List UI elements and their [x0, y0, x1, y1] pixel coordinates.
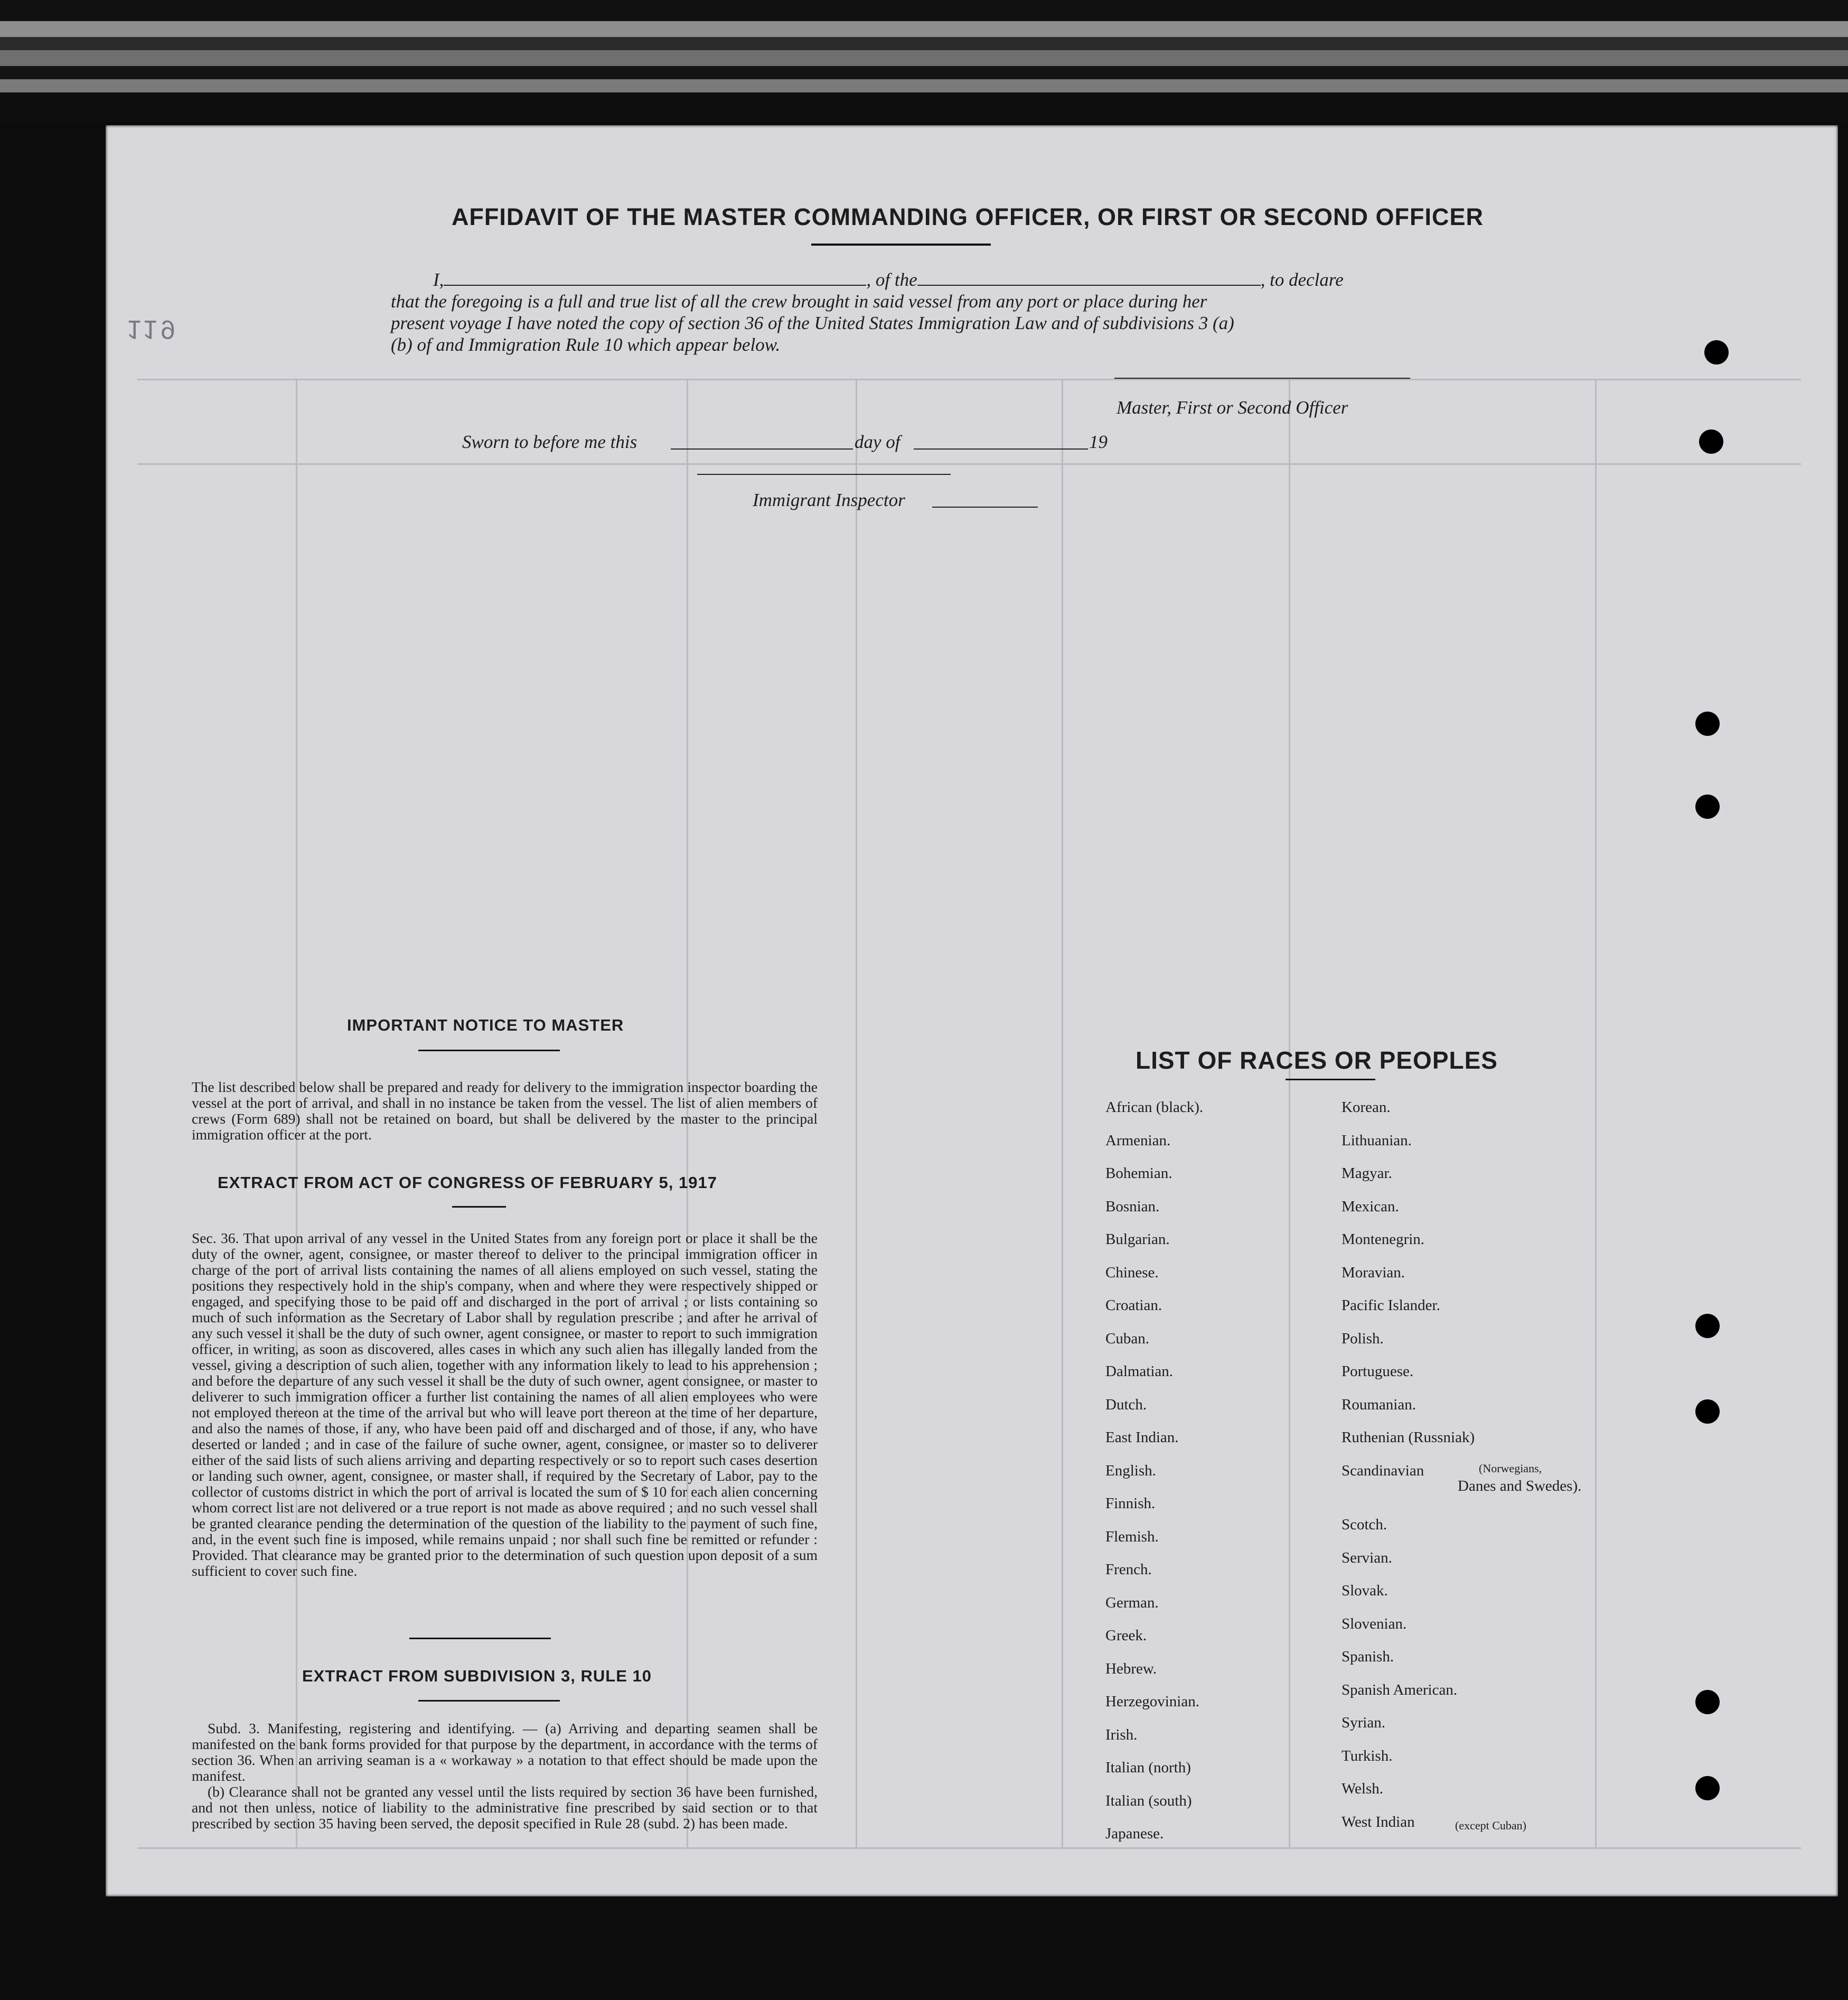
race-item: Spanish American. — [1342, 1681, 1458, 1698]
race-item: Armenian. — [1105, 1132, 1171, 1149]
race-item: Servian. — [1342, 1549, 1392, 1566]
punch-hole — [1699, 429, 1723, 454]
punch-hole — [1695, 1690, 1720, 1714]
race-item: Polish. — [1342, 1330, 1384, 1347]
oath-text — [391, 269, 1415, 356]
race-item: Hebrew. — [1105, 1660, 1157, 1677]
punch-hole — [1704, 340, 1729, 365]
race-item: Herzegovinian. — [1105, 1693, 1199, 1710]
west-indian-note: (except Cuban) — [1455, 1819, 1526, 1832]
rule-extract-title: EXTRACT FROM SUBDIVISION 3, RULE 10 — [302, 1667, 652, 1685]
master-label: Master, First or Second Officer — [1117, 397, 1348, 418]
rule-underline — [418, 1700, 560, 1702]
ghost-rule — [1289, 379, 1290, 1847]
notice-body: The list described below shall be prepared and ready for delivery to the immigration inspector boarding the vessel at the port of arrival, and shall in no instance be taken from the vessel. The list of alien members of crews (Form 689) shall not be retained on board, but shall be delivered by the master to the principal immigration officer at the port. — [192, 1079, 818, 1143]
race-item: Lithuanian. — [1342, 1132, 1412, 1149]
ghost-rule — [856, 379, 857, 1847]
rule-para-b: (b) Clearance shall not be granted any vessel until the lists required by section 36 have been furnished, and not then unless, notice of liability to the administrative fine prescribed by said section or to that prescribed by section 35 having been served, the deposit specified in Rule 28 (subd. 2) has been made. — [192, 1783, 818, 1831]
oath-declare: , to declare — [1260, 269, 1344, 290]
race-item: German. — [1105, 1594, 1159, 1611]
oath-i: I, — [433, 269, 444, 290]
inspector-name-blank[interactable] — [932, 507, 1038, 508]
race-item: Magyar. — [1342, 1165, 1392, 1182]
race-item: Spanish. — [1342, 1648, 1394, 1665]
notice-title: IMPORTANT NOTICE TO MASTER — [347, 1016, 624, 1034]
year-label: 19 — [1089, 432, 1108, 452]
race-item: Italian (north) — [1105, 1759, 1191, 1776]
vessel-blank[interactable] — [917, 269, 1261, 286]
race-item: Roumanian. — [1342, 1396, 1416, 1413]
punch-hole — [1695, 1314, 1720, 1338]
punch-hole — [1695, 795, 1720, 819]
race-item: Korean. — [1342, 1099, 1391, 1116]
race-item: Chinese. — [1105, 1264, 1159, 1281]
race-item: Croatian. — [1105, 1297, 1162, 1314]
race-item: Montenegrin. — [1342, 1231, 1425, 1248]
affidavit-title: AFFIDAVIT OF THE MASTER COMMANDING OFFICER, OR FIRST OR SECOND OFFICER — [451, 203, 1484, 230]
race-item: Dutch. — [1105, 1396, 1147, 1413]
race-item: Cuban. — [1105, 1330, 1149, 1347]
race-item: Syrian. — [1342, 1714, 1385, 1731]
race-item: Bohemian. — [1105, 1165, 1172, 1182]
races-underline — [1286, 1079, 1375, 1080]
scandinavian-note-1: (Norwegians, — [1479, 1462, 1542, 1475]
punch-hole — [1695, 1399, 1720, 1424]
oath-line-2: that the foregoing is a full and true list of all the crew brought in said vessel from any port or place during her — [391, 291, 1207, 312]
race-item: Moravian. — [1342, 1264, 1405, 1281]
races-title: LIST OF RACES OR PEOPLES — [1136, 1046, 1498, 1074]
race-item: French. — [1105, 1561, 1152, 1578]
title-underline — [811, 244, 991, 246]
act-underline — [452, 1206, 506, 1208]
punch-hole — [1695, 712, 1720, 736]
oath-line-1 — [391, 269, 1415, 291]
sworn-day-blank[interactable] — [671, 448, 853, 450]
ghost-rule — [137, 379, 1801, 380]
punch-hole — [1695, 1776, 1720, 1800]
scandinavian-note-2: Danes and Swedes). — [1458, 1478, 1582, 1494]
inspector-label: Immigrant Inspector — [753, 490, 905, 510]
sworn-label: Sworn to before me this — [462, 432, 637, 452]
race-item: Pacific Islander. — [1342, 1297, 1440, 1314]
race-item: Turkish. — [1342, 1747, 1393, 1764]
day-of-label: day of — [855, 432, 900, 452]
sworn-month-blank[interactable] — [914, 448, 1088, 450]
race-item: Mexican. — [1342, 1198, 1399, 1215]
race-item: West Indian — [1342, 1813, 1415, 1830]
ghost-rule — [137, 1847, 1801, 1849]
act-extract-body: Sec. 36. That upon arrival of any vessel in the United States from any foreign port or place it shall be the duty of the owner, agent, consignee, or master thereof to deliver to the principal immigration officer in charge of the port of arrival lists containing the names of all aliens employed on such vessel, stating the positions they respectively hold in the ship's company, when and where they were respectively shipped or engaged, and specifying those to be paid off and discharged in the port of arrival ; or lists containing so much of such information as the Secretary of Labor shall by regulation prescribe ; and after he arrival of any such vessel it shall be the duty of such owner, agent consignee, or master to report to such immigration officer, in writing, as soon as discovered, alles cases in which any such alien has illegally landed from the vessel, giving a description of such alien, together with any information likely to lead to his apprehension ; and before the departure of any such vessel it shall be the duty of such owner, agent consignee, or master to deliverer to such immigration officer a further list containing the names of all alien employees who were not employed thereon at the time of the arrival but who will leave port thereon at the time of her departure, and also the names of those, if any, who have been paid off and discharged and of those, if any, who have deserted or landed ; and in case of the failure of suche owner, agent, consignee, or master so to deliverer either of the said lists of such aliens arriving and departing respectively or so to report such cases desertion or landing such owner, agent, consignee, or master shall, if required by the Secretary of Labor, pay to the collector of customs district in which the port of arrival is located the sum of $ 10 for each alien concerning whom correct list are not delivered or a true report is not made as above required ; and no such vessel shall be granted clearance pending the determination of the question of the liability to the payment of such fine, and, in the event such fine is imposed, while remains unpaid ; nor shall such fine be remitted or refunder : Provided. That clearance may be granted prior to the determination of such question upon deposit of a sum sufficient to cover such fine. — [192, 1230, 818, 1579]
race-item: Slovak. — [1342, 1582, 1388, 1599]
race-item: English. — [1105, 1462, 1156, 1479]
race-item: Scandinavian — [1342, 1462, 1424, 1479]
race-item: Portuguese. — [1342, 1363, 1414, 1380]
ghost-rule — [1062, 379, 1063, 1847]
race-item: Greek. — [1105, 1627, 1147, 1644]
microfilm-border — [0, 0, 1848, 122]
master-signature-line[interactable] — [1114, 378, 1410, 379]
side-number: 119 — [127, 315, 179, 344]
manifest-sheet — [106, 125, 1838, 1896]
race-item: Japanese. — [1105, 1825, 1164, 1842]
ghost-rule — [137, 463, 1801, 465]
race-item: Flemish. — [1105, 1528, 1159, 1545]
race-item: Irish. — [1105, 1726, 1138, 1743]
race-item: Slovenian. — [1342, 1615, 1407, 1632]
race-item: Bosnian. — [1105, 1198, 1160, 1215]
notice-underline — [418, 1050, 560, 1051]
oath-of-the: , of the — [866, 269, 917, 290]
race-item: East Indian. — [1105, 1429, 1179, 1446]
race-item: Bulgarian. — [1105, 1231, 1170, 1248]
act-end-rule — [409, 1638, 551, 1639]
race-item: Ruthenian (Russniak) — [1342, 1429, 1475, 1446]
race-item: Scotch. — [1342, 1516, 1387, 1533]
race-item: Welsh. — [1342, 1780, 1384, 1797]
race-item: Italian (south) — [1105, 1792, 1192, 1809]
ghost-rule — [1595, 379, 1597, 1847]
race-item: Finnish. — [1105, 1495, 1156, 1512]
race-item: Dalmatian. — [1105, 1363, 1174, 1380]
oath-line-4: (b) of and Immigration Rule 10 which appear below. — [391, 334, 781, 355]
oath-line-3: present voyage I have noted the copy of section 36 of the United States Immigration Law and of subdivisions 3 (a) — [391, 313, 1234, 333]
race-item: African (black). — [1105, 1099, 1204, 1116]
rule-para-a: Subd. 3. Manifesting, registering and identifying. — (a) Arriving and departing seamen shall be manifested on the bank forms provided for that purpose by the department, in accordance with the terms of section 36. When an arriving seaman is a « workaway » a notation to that effect should be made upon the manifest. — [192, 1720, 818, 1784]
act-extract-title: EXTRACT FROM ACT OF CONGRESS OF FEBRUARY 5, 1917 — [218, 1173, 717, 1192]
name-blank[interactable] — [444, 269, 866, 286]
inspector-signature-line[interactable] — [697, 474, 951, 475]
